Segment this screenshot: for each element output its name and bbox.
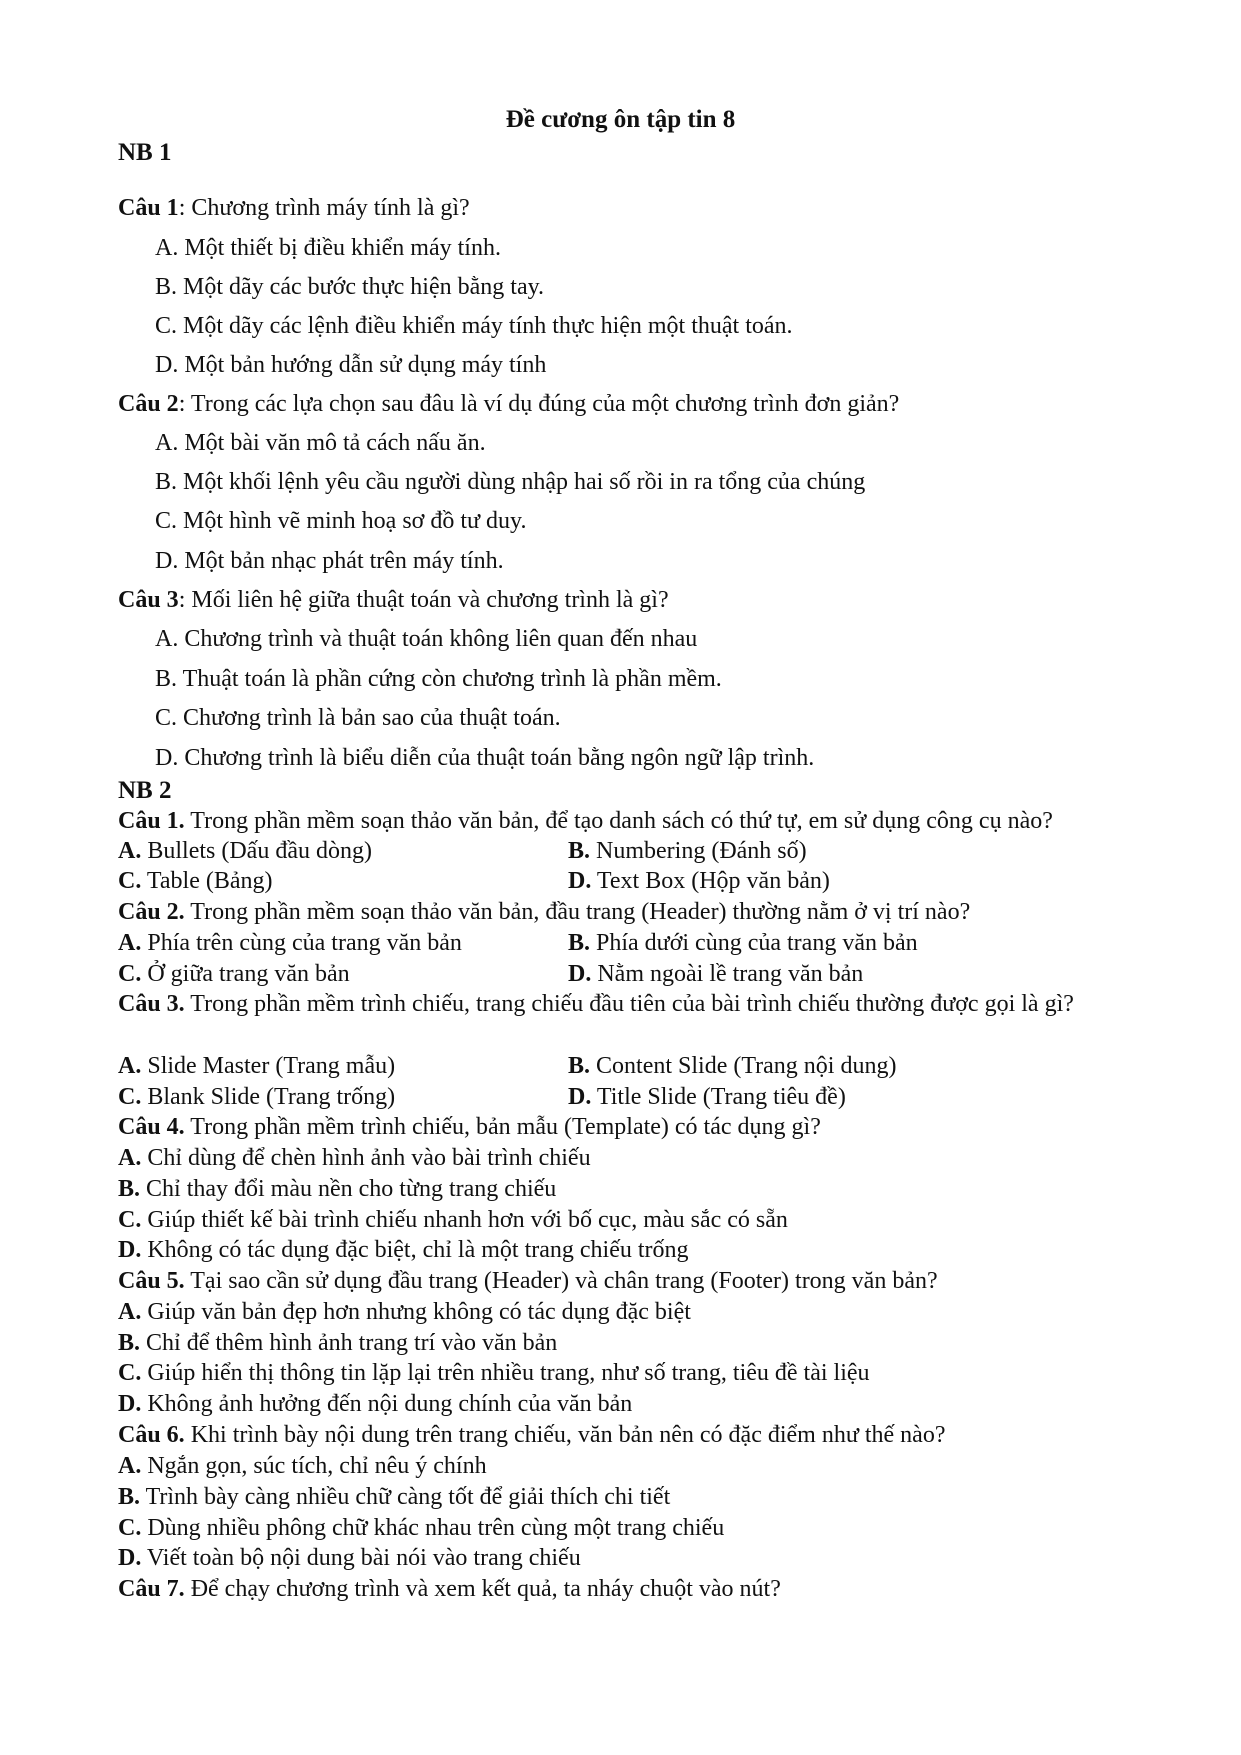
option-label: B. — [118, 1176, 141, 1202]
question-nb1-1 — [118, 193, 1178, 223]
question-text: Để chạy chương trình và xem kết quả, ta nháy chuột vào nút? — [184, 1576, 781, 1602]
option-label: A. — [118, 1453, 142, 1479]
option-label: D. — [118, 1545, 142, 1571]
option-label: D. — [118, 1237, 142, 1263]
option-label: A. — [118, 1299, 142, 1325]
option-label: D. — [568, 1084, 592, 1110]
option-nb2-4-a — [118, 1143, 591, 1173]
question-label: Câu 3 — [118, 587, 179, 613]
option-nb2-2-d — [568, 959, 863, 989]
option-text: Không ảnh hưởng đến nội dung chính của văn bản — [141, 1391, 633, 1417]
option-text: Title Slide (Trang tiêu đề) — [591, 1084, 846, 1110]
option-nb1-2-a: A. Một bài văn mô tả cách nấu ăn. — [155, 430, 486, 456]
question-text: Trong phần mềm trình chiếu, bản mẫu (Template) có tác dụng gì? — [184, 1114, 821, 1140]
question-text: : Mối liên hệ giữa thuật toán và chương trình là gì? — [178, 587, 669, 613]
option-label: B. — [568, 930, 591, 956]
option-text: Bullets (Dấu đầu dòng) — [141, 838, 372, 864]
option-nb2-2-c — [118, 959, 350, 989]
question-label: Câu 1. — [118, 808, 185, 834]
option-text: Viết toàn bộ nội dung bài nói vào trang chiếu — [141, 1545, 581, 1571]
option-label: B. — [118, 1484, 141, 1510]
question-label: Câu 7. — [118, 1576, 185, 1602]
option-nb2-4-c — [118, 1205, 788, 1235]
question-nb2-2 — [118, 897, 1178, 927]
question-label: Câu 1 — [118, 195, 179, 221]
question-label: Câu 2 — [118, 391, 179, 417]
question-nb1-2 — [118, 389, 1178, 419]
option-nb1-3-a: A. Chương trình và thuật toán không liên quan đến nhau — [155, 626, 698, 652]
option-text: Slide Master (Trang mẫu) — [141, 1053, 396, 1079]
question-nb2-4 — [118, 1112, 1178, 1142]
option-nb1-1-c: C. Một dãy các lệnh điều khiển máy tính thực hiện một thuật toán. — [155, 313, 793, 339]
option-nb2-1-d — [568, 866, 830, 896]
option-nb2-6-a — [118, 1451, 487, 1481]
option-text: Chỉ để thêm hình ảnh trang trí vào văn bản — [140, 1330, 558, 1356]
question-nb1-3 — [118, 585, 1178, 615]
question-text: Tại sao cần sử dụng đầu trang (Header) và chân trang (Footer) trong văn bản? — [184, 1268, 938, 1294]
question-text: Trong phần mềm soạn thảo văn bản, đầu trang (Header) thường nằm ở vị trí nào? — [184, 899, 971, 925]
option-nb2-1-a — [118, 836, 372, 866]
option-text: Không có tác dụng đặc biệt, chỉ là một trang chiếu trống — [141, 1237, 689, 1263]
question-nb2-7 — [118, 1574, 1178, 1604]
option-text: Ngắn gọn, súc tích, chỉ nêu ý chính — [141, 1453, 487, 1479]
question-text: : Trong các lựa chọn sau đâu là ví dụ đúng của một chương trình đơn giản? — [178, 391, 900, 417]
option-label: C. — [118, 961, 142, 987]
option-nb2-2-b — [568, 928, 918, 958]
option-text: Numbering (Đánh số) — [590, 838, 807, 864]
option-nb2-6-c — [118, 1513, 724, 1543]
option-text: Phía dưới cùng của trang văn bản — [590, 930, 918, 956]
option-nb1-3-c: C. Chương trình là bản sao của thuật toán. — [155, 705, 561, 731]
option-text: Giúp hiển thị thông tin lặp lại trên nhiều trang, như số trang, tiêu đề tài liệu — [141, 1360, 870, 1386]
option-nb1-1-a: A. Một thiết bị điều khiển máy tính. — [155, 235, 501, 261]
option-label: C. — [118, 868, 142, 894]
option-nb2-5-c — [118, 1358, 870, 1388]
option-nb2-6-d — [118, 1543, 581, 1573]
option-nb2-1-c — [118, 866, 273, 896]
question-label: Câu 3. — [118, 991, 185, 1017]
option-text: Content Slide (Trang nội dung) — [590, 1053, 897, 1079]
option-label: D. — [118, 1391, 142, 1417]
option-text: Table (Bảng) — [141, 868, 273, 894]
question-nb2-5 — [118, 1266, 1178, 1296]
option-nb2-5-d — [118, 1389, 632, 1419]
option-text: Ở giữa trang văn bản — [141, 961, 350, 987]
option-nb2-1-b — [568, 836, 807, 866]
question-text: Khi trình bày nội dung trên trang chiếu, văn bản nên có đặc điểm như thế nào? — [184, 1422, 946, 1448]
option-text: Giúp văn bản đẹp hơn nhưng không có tác dụng đặc biệt — [141, 1299, 691, 1325]
section-heading-nb2: NB 2 — [118, 777, 172, 804]
option-text: Nằm ngoài lề trang văn bản — [591, 961, 864, 987]
question-text: Trong phần mềm soạn thảo văn bản, để tạo danh sách có thứ tự, em sử dụng công cụ nào? — [184, 808, 1053, 834]
document-title: Đề cương ôn tập tin 8 — [505, 106, 736, 133]
option-label: A. — [118, 1053, 142, 1079]
option-text: Giúp thiết kế bài trình chiếu nhanh hơn với bố cục, màu sắc có sẵn — [141, 1207, 788, 1233]
option-nb2-3-a — [118, 1051, 395, 1081]
option-nb1-3-d: D. Chương trình là biểu diễn của thuật toán bằng ngôn ngữ lập trình. — [155, 745, 815, 771]
option-nb2-3-d — [568, 1082, 846, 1112]
option-nb1-2-c: C. Một hình vẽ minh hoạ sơ đồ tư duy. — [155, 508, 527, 534]
option-nb2-3-c — [118, 1082, 395, 1112]
option-text: Blank Slide (Trang trống) — [141, 1084, 396, 1110]
option-nb2-4-b — [118, 1174, 556, 1204]
option-nb1-2-d: D. Một bản nhạc phát trên máy tính. — [155, 548, 504, 574]
option-label: C. — [118, 1084, 142, 1110]
option-label: D. — [568, 868, 592, 894]
question-nb2-6 — [118, 1420, 1178, 1450]
option-label: B. — [568, 1053, 591, 1079]
option-text: Trình bày càng nhiều chữ càng tốt để giải thích chi tiết — [140, 1484, 671, 1510]
option-nb1-1-b: B. Một dãy các bước thực hiện bằng tay. — [155, 274, 545, 300]
option-nb1-1-d: D. Một bản hướng dẫn sử dụng máy tính — [155, 352, 547, 378]
option-text: Text Box (Hộp văn bản) — [591, 868, 830, 894]
option-nb2-4-d — [118, 1235, 689, 1265]
question-label: Câu 4. — [118, 1114, 185, 1140]
question-label: Câu 5. — [118, 1268, 185, 1294]
option-nb1-2-b: B. Một khối lệnh yêu cầu người dùng nhập hai số rồi in ra tổng của chúng — [155, 469, 866, 495]
question-text: : Chương trình máy tính là gì? — [178, 195, 470, 221]
option-label: C. — [118, 1515, 142, 1541]
option-label: D. — [568, 961, 592, 987]
question-nb2-1 — [118, 806, 1178, 836]
option-nb2-5-a — [118, 1297, 691, 1327]
section-heading-nb1: NB 1 — [118, 139, 172, 166]
option-nb2-5-b — [118, 1328, 557, 1358]
question-text: Trong phần mềm trình chiếu, trang chiếu đầu tiên của bài trình chiếu thường được gọi là gì? — [184, 991, 1074, 1017]
option-text: Chỉ thay đổi màu nền cho từng trang chiếu — [140, 1176, 557, 1202]
option-nb2-2-a — [118, 928, 462, 958]
option-nb2-6-b — [118, 1482, 670, 1512]
option-text: Phía trên cùng của trang văn bản — [141, 930, 462, 956]
option-nb1-3-b: B. Thuật toán là phần cứng còn chương trình là phần mềm. — [155, 666, 722, 692]
option-text: Chỉ dùng để chèn hình ảnh vào bài trình chiếu — [141, 1145, 591, 1171]
question-label: Câu 2. — [118, 899, 185, 925]
option-label: A. — [118, 1145, 142, 1171]
question-label: Câu 6. — [118, 1422, 185, 1448]
option-label: B. — [568, 838, 591, 864]
option-nb2-3-b — [568, 1051, 896, 1081]
question-nb2-3 — [118, 989, 1178, 1019]
option-text: Dùng nhiều phông chữ khác nhau trên cùng một trang chiếu — [141, 1515, 725, 1541]
option-label: C. — [118, 1360, 142, 1386]
option-label: C. — [118, 1207, 142, 1233]
option-label: B. — [118, 1330, 141, 1356]
option-label: A. — [118, 930, 142, 956]
option-label: A. — [118, 838, 142, 864]
